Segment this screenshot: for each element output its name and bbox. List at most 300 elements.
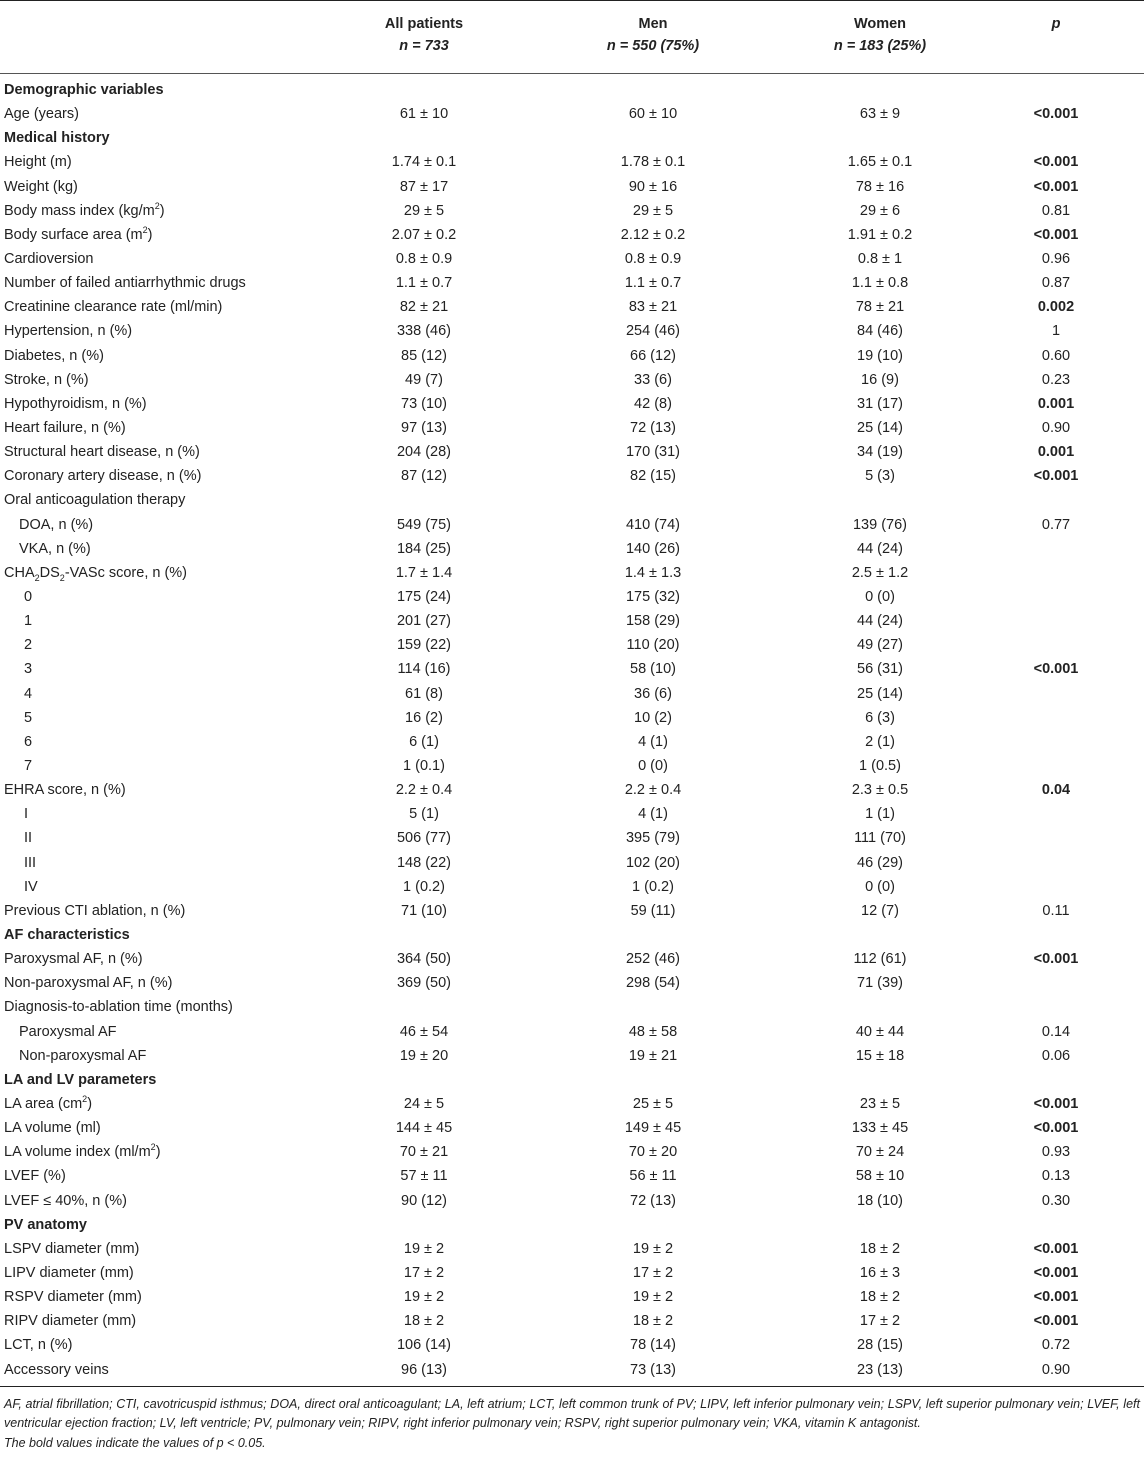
row-label-text: Weight (kg) <box>4 178 78 195</box>
row-label-text: LIPV diameter (mm) <box>4 1264 134 1281</box>
cell-men: 73 (13) <box>514 1357 792 1386</box>
cell-all-patients: 5 (1) <box>409 806 439 823</box>
table-row <box>0 223 1144 247</box>
cell-women: 0 (0) <box>865 589 895 606</box>
table-row <box>0 633 1144 657</box>
cell-men: 83 ± 21 <box>628 299 678 316</box>
header-men-title: Men <box>638 16 668 32</box>
header-label-column <box>0 1 334 74</box>
row-label-text: ) <box>155 1144 161 1161</box>
cell-men: 4 (1) <box>638 733 668 750</box>
row-label-text: 1 <box>24 613 33 630</box>
table-row <box>0 175 1144 199</box>
header-all-title: All patients <box>384 16 464 32</box>
row-label-text: Hypertension, n (%) <box>4 323 133 340</box>
cell-men: 72 (13) <box>630 1192 676 1209</box>
cell-all-patients: 106 (14) <box>396 1337 451 1354</box>
cell-all-patients: 97 (13) <box>401 420 447 437</box>
row-label-text: Paroxysmal AF, n (%) <box>4 951 143 968</box>
row-label-text: Diagnosis-to-ablation time (months) <box>4 999 233 1016</box>
row-label-text: Previous CTI ablation, n (%) <box>4 902 186 919</box>
table-row <box>0 971 1144 995</box>
cell-women: 25 (14) <box>857 420 903 437</box>
cell-p-value: 0.11 <box>1042 902 1070 919</box>
header-all-n: n = 733 <box>399 38 449 54</box>
table-row <box>0 802 1144 826</box>
cell-men: 170 (31) <box>625 444 680 461</box>
cell-all-patients: 148 (22) <box>396 854 451 871</box>
cell-p-value <box>968 585 1144 609</box>
cell-men <box>514 488 792 512</box>
cell-women: 78 ± 16 <box>855 178 905 195</box>
table-row <box>0 706 1144 730</box>
table-row <box>0 826 1144 850</box>
subscript: 2 <box>34 572 40 583</box>
cell-p-value: 0.002 <box>1037 299 1075 316</box>
table-header <box>0 1 1144 74</box>
cell-p-value <box>968 561 1144 585</box>
cell-all-patients: 175 (24) <box>396 589 451 606</box>
cell-women: 29 ± 6 <box>859 202 901 219</box>
header-all-patients <box>334 1 514 74</box>
cell-all-patients: 2.07 ± 0.2 <box>391 226 457 243</box>
cell-all-patients: 19 ± 20 <box>399 1047 449 1064</box>
table-row <box>0 102 1144 126</box>
section-heading <box>0 1213 334 1237</box>
cell-p-value: 0.04 <box>1041 782 1071 799</box>
row-label <box>0 971 334 995</box>
cell-men: 298 (54) <box>625 975 680 992</box>
header-women <box>792 1 968 74</box>
table-row <box>0 295 1144 319</box>
row-label <box>0 319 334 343</box>
row-label <box>0 392 334 416</box>
cell-all-patients: 57 ± 11 <box>400 1168 448 1185</box>
row-label-text: Paroxysmal AF <box>19 1023 117 1040</box>
table-row <box>0 1164 1144 1188</box>
cell-men: 10 (2) <box>634 709 672 726</box>
cell-p-value <box>968 488 1144 512</box>
cell-all-patients: 19 ± 2 <box>403 1289 445 1306</box>
cell-men: 149 ± 45 <box>624 1120 682 1137</box>
cell-all-patients: 73 (10) <box>401 395 447 412</box>
cell-p-value <box>968 1213 1144 1237</box>
section-heading <box>0 923 334 947</box>
cell-p-value <box>968 126 1144 150</box>
row-label-text: Height (m) <box>4 154 72 171</box>
row-label <box>0 1261 334 1285</box>
row-label <box>0 851 334 875</box>
cell-men: 19 ± 2 <box>632 1289 674 1306</box>
cell-women: 46 (29) <box>857 854 903 871</box>
row-label <box>0 585 334 609</box>
row-label-text: CHA <box>4 564 35 581</box>
row-label <box>0 223 334 247</box>
cell-all-patients: 46 ± 54 <box>399 1023 449 1040</box>
cell-p-value <box>968 826 1144 850</box>
subscript: 2 <box>59 572 65 583</box>
row-label-text: IV <box>24 878 38 895</box>
cell-women: 16 (9) <box>861 371 899 388</box>
cell-men: 2.12 ± 0.2 <box>620 226 686 243</box>
row-label-text: Heart failure, n (%) <box>4 420 126 437</box>
cell-women: 19 (10) <box>857 347 903 364</box>
cell-p-value <box>968 730 1144 754</box>
cell-women: 0 (0) <box>865 878 895 895</box>
cell-all-patients: 159 (22) <box>396 637 451 654</box>
row-label <box>0 1140 334 1164</box>
cell-women: 5 (3) <box>865 468 895 485</box>
table-row <box>0 319 1144 343</box>
cell-women: 44 (24) <box>857 613 903 630</box>
table-body <box>0 74 1144 1387</box>
row-label-text: DS <box>39 564 60 581</box>
table-row <box>0 1044 1144 1068</box>
row-label-text: -VASc score, n (%) <box>64 564 188 581</box>
cell-men <box>514 126 792 150</box>
cell-men: 18 ± 2 <box>632 1313 674 1330</box>
table-row <box>0 199 1144 223</box>
table-row <box>0 754 1144 778</box>
footnote-abbreviations: AF, atrial fibrillation; CTI, cavotricuspid isthmus; DOA, direct oral anticoagulant; LA, left atrium; LCT, left common trunk of PV; LIPV, left inferior pulmonary vein; LSPV, left superior pulmonary vein; LVEF, left ventricular ejection fraction; LV, left ventricle; PV, pulmonary vein; RIPV, right inferior pulmonary vein; RSPV, right superior pulmonary vein; VKA, vitamin K antagonist. <box>4 1396 1140 1431</box>
cell-p-value: <0.001 <box>1033 1095 1079 1112</box>
row-label <box>0 488 334 512</box>
row-label-text: 3 <box>24 661 33 678</box>
cell-women: 56 (31) <box>857 661 903 678</box>
cell-p-value: 0.001 <box>1037 444 1075 461</box>
cell-women: 31 (17) <box>857 395 903 412</box>
table-row <box>0 875 1144 899</box>
table-row <box>0 1309 1144 1333</box>
cell-men <box>514 74 792 103</box>
cell-women: 1.65 ± 0.1 <box>847 154 913 171</box>
cell-women: 17 ± 2 <box>859 1313 901 1330</box>
cell-p-value: <0.001 <box>1033 1120 1079 1137</box>
cell-men <box>514 995 792 1019</box>
header-women-title: Women <box>853 16 907 32</box>
cell-women: 18 ± 2 <box>859 1289 901 1306</box>
table-row <box>0 416 1144 440</box>
row-label-text: RSPV diameter (mm) <box>4 1289 142 1306</box>
row-label-text: I <box>24 806 29 823</box>
row-label <box>0 1019 334 1043</box>
row-label-text: DOA, n (%) <box>19 516 94 533</box>
row-label-text: LA volume (ml) <box>4 1120 101 1137</box>
row-label <box>0 175 334 199</box>
row-label-text: LCT, n (%) <box>4 1337 73 1354</box>
row-label-text: Medical history <box>4 130 110 147</box>
cell-women: 71 (39) <box>857 975 903 992</box>
cell-women: 112 (61) <box>853 951 907 968</box>
cell-all-patients: 17 ± 2 <box>403 1264 445 1281</box>
cell-all-patients: 114 (16) <box>397 661 451 678</box>
table-row <box>0 1116 1144 1140</box>
row-label-text: Demographic variables <box>4 82 164 99</box>
row-label-text: LVEF ≤ 40%, n (%) <box>4 1192 127 1209</box>
cell-women: 28 (15) <box>857 1337 903 1354</box>
footnote-bold-note: The bold values indicate the values of p < 0.05. <box>4 1435 266 1450</box>
superscript: 2 <box>82 1094 88 1105</box>
cell-all-patients: 1 (0.1) <box>403 758 445 774</box>
cell-men: 56 ± 11 <box>629 1168 677 1185</box>
cell-men: 158 (29) <box>625 613 680 630</box>
cell-p-value: 0.81 <box>1041 202 1071 219</box>
cell-p-value <box>968 1068 1144 1092</box>
row-label <box>0 995 334 1019</box>
row-label-text: EHRA score, n (%) <box>4 782 126 799</box>
cell-men: 42 (8) <box>634 395 672 412</box>
row-label <box>0 416 334 440</box>
row-label <box>0 1164 334 1188</box>
cell-all-patients: 70 ± 21 <box>399 1144 449 1161</box>
cell-all-patients: 85 (12) <box>401 347 447 364</box>
cell-women: 15 ± 18 <box>855 1047 905 1064</box>
cell-p-value: <0.001 <box>1033 1289 1079 1306</box>
cell-women: 78 ± 21 <box>855 299 905 316</box>
cell-women: 111 (70) <box>854 830 906 847</box>
cell-women: 18 (10) <box>857 1192 903 1209</box>
cell-women <box>792 74 968 103</box>
cell-all-patients: 338 (46) <box>396 323 451 340</box>
cell-p-value: 0.90 <box>968 1357 1144 1386</box>
cell-all-patients: 18 ± 2 <box>403 1313 445 1330</box>
cell-men: 82 (15) <box>630 468 676 485</box>
row-label <box>0 199 334 223</box>
cell-all-patients <box>334 1213 514 1237</box>
cell-men: 252 (46) <box>625 951 680 968</box>
row-label <box>0 1333 334 1357</box>
row-label <box>0 947 334 971</box>
cell-all-patients: 24 ± 5 <box>403 1095 445 1112</box>
section-row <box>0 74 1144 103</box>
row-label-text: III <box>24 854 37 871</box>
cell-women: 1 (1) <box>865 806 895 823</box>
cell-women <box>792 995 968 1019</box>
row-label <box>0 464 334 488</box>
cell-women: 16 ± 3 <box>859 1264 901 1281</box>
cell-men: 58 (10) <box>630 661 676 678</box>
table-row <box>0 513 1144 537</box>
row-label-text: Body mass index (kg/m <box>4 202 155 219</box>
cell-women <box>792 1068 968 1092</box>
table-row <box>0 488 1144 512</box>
row-label-text: Coronary artery disease, n (%) <box>4 468 202 485</box>
cell-men: 72 (13) <box>630 420 676 437</box>
row-label-text: Non-paroxysmal AF <box>19 1047 147 1064</box>
cell-men: 19 ± 21 <box>628 1047 678 1064</box>
row-label <box>0 802 334 826</box>
cell-p-value: 0.23 <box>1041 371 1071 388</box>
cell-men <box>514 1068 792 1092</box>
cell-women: 23 (13) <box>792 1357 968 1386</box>
cell-all-patients: 144 ± 45 <box>395 1120 453 1137</box>
section-row <box>0 126 1144 150</box>
cell-men: 110 (20) <box>626 637 680 654</box>
cell-women: 12 (7) <box>861 902 899 919</box>
cell-p-value <box>968 706 1144 730</box>
cell-all-patients: 0.8 ± 0.9 <box>395 251 453 268</box>
cell-all-patients: 204 (28) <box>396 444 451 461</box>
row-label <box>0 513 334 537</box>
cell-women: 58 ± 10 <box>855 1168 905 1185</box>
cell-p-value <box>968 971 1144 995</box>
cell-men: 1.78 ± 0.1 <box>620 154 686 171</box>
cell-p-value: 0.96 <box>1041 251 1071 268</box>
table-row <box>0 368 1144 392</box>
row-label <box>0 1285 334 1309</box>
cell-p-value <box>968 851 1144 875</box>
table-row <box>0 537 1144 561</box>
cell-all-patients: 90 (12) <box>401 1192 447 1209</box>
header-p-value: p <box>968 1 1144 74</box>
table-row <box>0 561 1144 585</box>
row-label <box>0 1309 334 1333</box>
row-label-text: Structural heart disease, n (%) <box>4 444 200 461</box>
row-label <box>0 730 334 754</box>
cell-all-patients <box>334 488 514 512</box>
row-label-text: 0 <box>24 589 33 606</box>
cell-all-patients <box>334 74 514 103</box>
cell-all-patients: 506 (77) <box>396 830 451 847</box>
cell-p-value: 0.001 <box>1037 395 1075 412</box>
cell-p-value: <0.001 <box>1033 661 1079 678</box>
row-label-text: Hypothyroidism, n (%) <box>4 395 147 412</box>
row-label-text: 4 <box>24 685 33 702</box>
cell-all-patients: 87 (12) <box>401 468 447 485</box>
cell-all-patients <box>334 923 514 947</box>
row-label <box>0 537 334 561</box>
cell-men: 140 (26) <box>625 540 680 557</box>
row-label-text: 7 <box>24 758 33 774</box>
cell-women: 23 ± 5 <box>859 1095 901 1112</box>
row-label <box>0 1116 334 1140</box>
cell-women: 2.5 ± 1.2 <box>851 564 909 581</box>
cell-women: 49 (27) <box>857 637 903 654</box>
cell-all-patients: 87 ± 17 <box>399 178 449 195</box>
cell-p-value: <0.001 <box>1033 1264 1079 1281</box>
cell-men: 90 ± 16 <box>628 178 678 195</box>
row-label-text: LA volume index (ml/m <box>4 1144 151 1161</box>
row-label-text: Non-paroxysmal AF, n (%) <box>4 975 173 992</box>
cell-men: 0.8 ± 0.9 <box>624 251 682 268</box>
cell-p-value: <0.001 <box>1033 1313 1079 1330</box>
cell-all-patients: 16 (2) <box>405 709 443 726</box>
cell-men: 33 (6) <box>634 371 672 388</box>
row-label-text: Stroke, n (%) <box>4 371 89 388</box>
cell-women: 44 (24) <box>857 540 903 557</box>
cell-p-value <box>968 875 1144 899</box>
row-label <box>0 247 334 271</box>
cell-women <box>792 126 968 150</box>
row-label-text: Diabetes, n (%) <box>4 347 104 364</box>
cell-men: 29 ± 5 <box>632 202 674 219</box>
cell-p-value <box>968 995 1144 1019</box>
row-label <box>0 1092 334 1116</box>
cell-all-patients: 19 ± 2 <box>403 1240 445 1257</box>
row-label-text: Accessory veins <box>4 1361 109 1378</box>
cell-all-patients <box>334 995 514 1019</box>
row-label-text: Creatinine clearance rate (ml/min) <box>4 299 223 316</box>
cell-women <box>792 488 968 512</box>
cell-all-patients: 2.2 ± 0.4 <box>395 782 453 799</box>
cell-women: 1 (0.5) <box>859 758 901 774</box>
table-row <box>0 1285 1144 1309</box>
cell-p-value: <0.001 <box>1033 468 1079 485</box>
row-label <box>0 102 334 126</box>
cell-p-value <box>968 74 1144 103</box>
row-label <box>0 754 334 778</box>
table-row <box>0 682 1144 706</box>
row-label <box>0 150 334 174</box>
cell-women: 25 (14) <box>857 685 903 702</box>
cell-all-patients: 184 (25) <box>396 540 451 557</box>
cell-women: 133 ± 45 <box>851 1120 909 1137</box>
cell-men: 102 (20) <box>625 854 680 871</box>
cell-men: 66 (12) <box>630 347 676 364</box>
row-label <box>0 826 334 850</box>
cell-men: 48 ± 58 <box>628 1023 678 1040</box>
row-label-text: LVEF (%) <box>4 1168 66 1185</box>
row-label-text: LA area (cm <box>4 1095 83 1112</box>
cell-all-patients: 1.1 ± 0.7 <box>395 275 453 292</box>
cell-p-value: 0.72 <box>1041 1337 1071 1354</box>
table-row <box>0 150 1144 174</box>
cell-men: 25 ± 5 <box>632 1095 674 1112</box>
cell-all-patients: 82 ± 21 <box>399 299 449 316</box>
row-label-text: VKA, n (%) <box>19 540 91 557</box>
row-label-text: PV anatomy <box>4 1216 87 1233</box>
row-label-text: LSPV diameter (mm) <box>4 1240 140 1257</box>
cell-men: 19 ± 2 <box>632 1240 674 1257</box>
cell-p-value: 0.77 <box>1041 516 1071 533</box>
cell-all-patients: 369 (50) <box>396 975 451 992</box>
cell-p-value <box>968 609 1144 633</box>
row-label-text: Age (years) <box>4 106 79 123</box>
row-label-text: LA and LV parameters <box>4 1071 157 1088</box>
cell-men: 17 ± 2 <box>632 1264 674 1281</box>
row-label-text: II <box>24 830 33 847</box>
section-row <box>0 1213 1144 1237</box>
cell-p-value: 0.60 <box>1041 347 1071 364</box>
table-row <box>0 1357 1144 1386</box>
table-row <box>0 1092 1144 1116</box>
cell-men <box>514 1213 792 1237</box>
section-heading <box>0 74 334 103</box>
cell-women: 34 (19) <box>857 444 903 461</box>
table-row <box>0 392 1144 416</box>
row-label <box>0 271 334 295</box>
cell-p-value: 0.90 <box>1041 420 1071 437</box>
table-row <box>0 1237 1144 1261</box>
table-row <box>0 657 1144 681</box>
cell-women: 1.1 ± 0.8 <box>851 275 909 292</box>
cell-women: 139 (76) <box>852 516 907 533</box>
cell-p-value: <0.001 <box>1033 1240 1079 1257</box>
row-label <box>0 657 334 681</box>
table-row <box>0 1333 1144 1357</box>
row-label <box>0 440 334 464</box>
table-footnote <box>0 1387 1144 1454</box>
cell-all-patients: 96 (13) <box>334 1357 514 1386</box>
section-row <box>0 923 1144 947</box>
row-label <box>0 706 334 730</box>
cell-women: 2.3 ± 0.5 <box>851 782 909 799</box>
header-men <box>514 1 792 74</box>
cell-all-patients: 61 ± 10 <box>399 106 449 123</box>
superscript: 2 <box>154 200 160 211</box>
row-label-text: Oral anticoagulation therapy <box>4 492 186 509</box>
cell-all-patients: 1.74 ± 0.1 <box>391 154 457 171</box>
